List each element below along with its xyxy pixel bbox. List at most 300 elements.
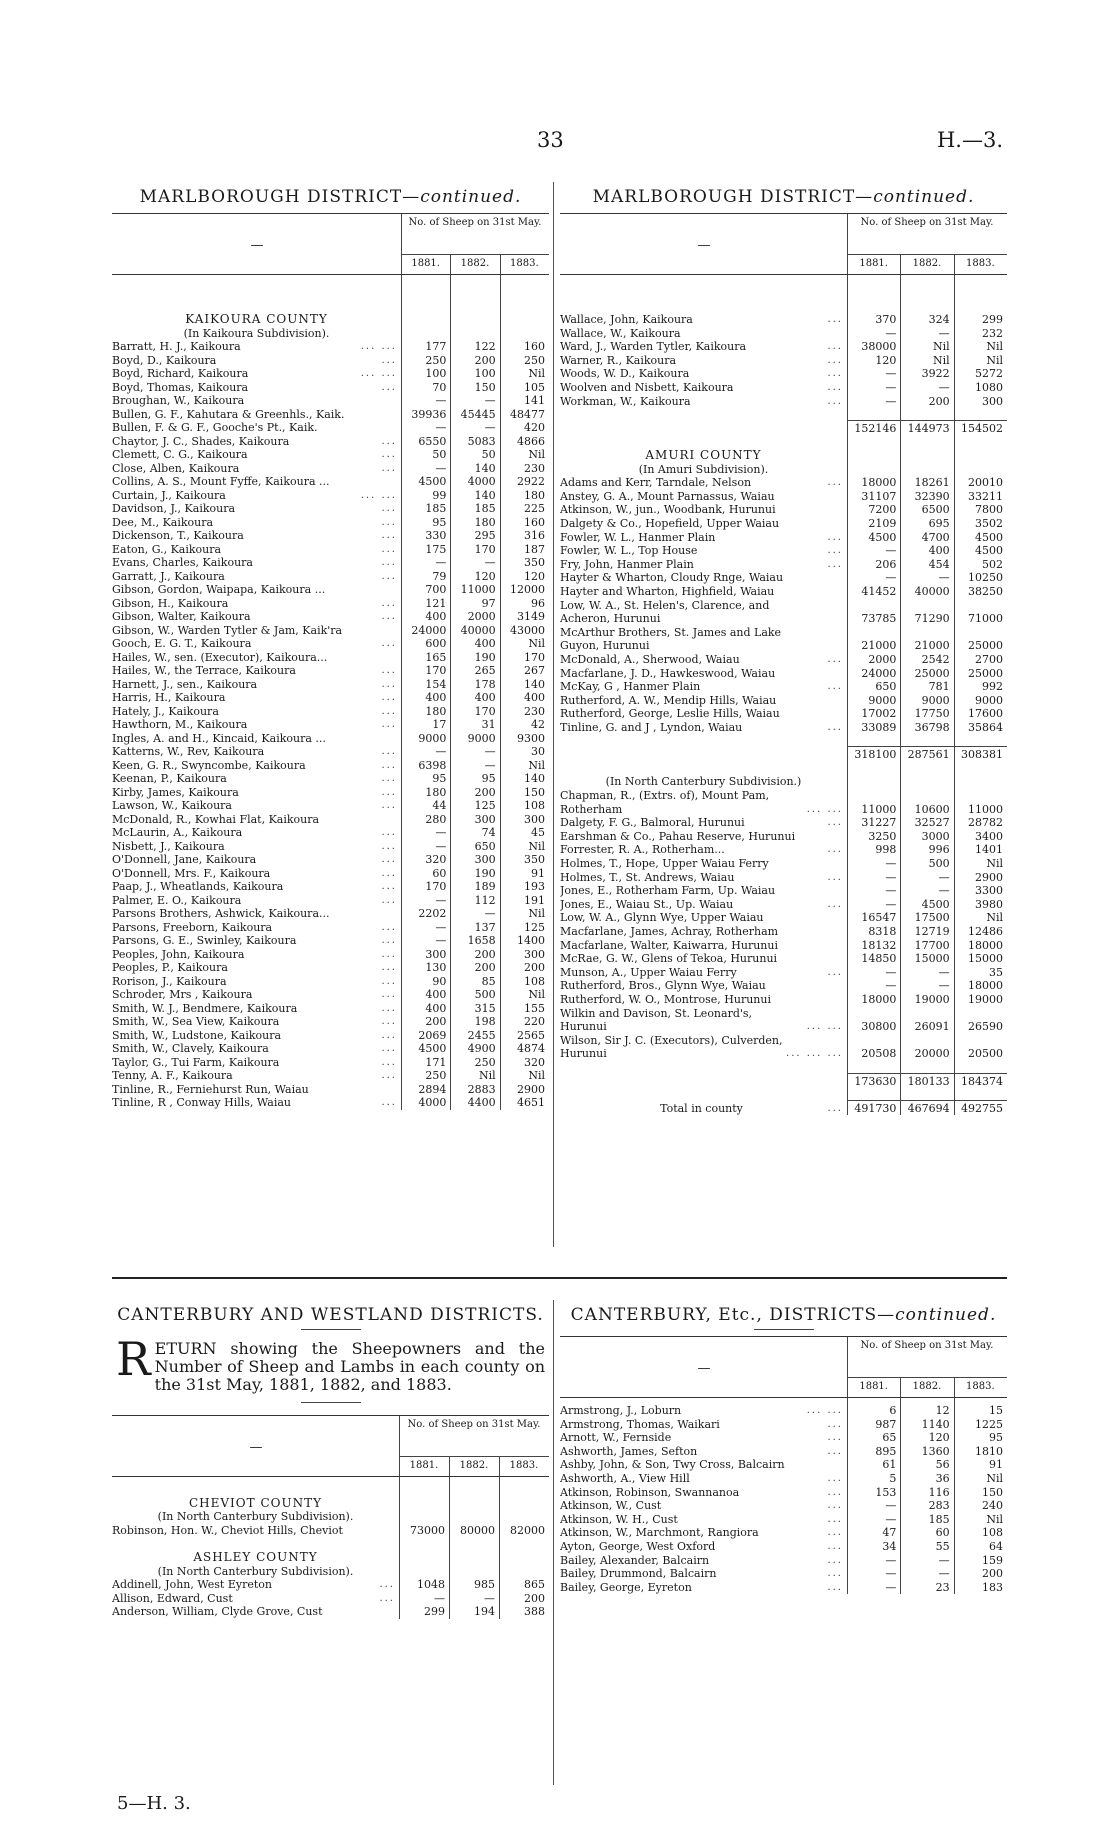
value-1883: 4866 bbox=[516, 434, 545, 448]
value-1883: 20010 bbox=[967, 476, 1003, 490]
leader-dots: ... bbox=[827, 382, 843, 393]
title-main: MARLBOROUGH DISTRICT— bbox=[592, 187, 874, 207]
value-1881: 17 bbox=[432, 718, 447, 731]
value-1882: 283 bbox=[928, 1499, 950, 1513]
section-title bbox=[560, 1305, 1007, 1325]
owner-name: Wallace, W., Kaikoura bbox=[560, 326, 681, 340]
value-1882: 15000 bbox=[914, 952, 950, 966]
value-1883: 25000 bbox=[967, 666, 1003, 680]
value-1883: 320 bbox=[523, 1055, 545, 1069]
owner-name: Schroder, Mrs , Kaikoura bbox=[112, 988, 253, 1001]
owner-name: Low, W. A., St. Helen's, Clarence, and bbox=[560, 598, 770, 612]
value-1881: 700 bbox=[425, 583, 447, 596]
table-row bbox=[560, 653, 1007, 666]
value-1881: 60 bbox=[432, 866, 447, 880]
value-1883: 300 bbox=[523, 947, 545, 961]
leader-dots: ... bbox=[827, 545, 843, 557]
value-1881: 400 bbox=[425, 988, 447, 1001]
table-row bbox=[112, 1042, 549, 1055]
table-row bbox=[560, 354, 1007, 367]
year-1881: 1881. bbox=[411, 258, 440, 269]
owner-name: Macfarlane, James, Achray, Rotherham bbox=[560, 925, 779, 938]
value-1881: 18000 bbox=[861, 476, 897, 490]
table-row bbox=[560, 558, 1007, 571]
owner-name: Atkinson, W., Marchmont, Rangiora bbox=[560, 1526, 759, 1540]
owner-name: Hayter & Wharton, Cloudy Rnge, Waiau bbox=[560, 571, 784, 585]
table-row bbox=[112, 651, 549, 664]
table-row bbox=[560, 381, 1007, 394]
value-1883: 193 bbox=[523, 880, 545, 893]
value-1881: 987 bbox=[875, 1417, 897, 1431]
county-heading bbox=[112, 1551, 549, 1564]
owner-name: Rotherham bbox=[560, 802, 623, 816]
table-row bbox=[560, 789, 1007, 802]
value-1882: 185 bbox=[474, 502, 496, 515]
value-1883: 64 bbox=[988, 1540, 1003, 1553]
value-1883: 2700 bbox=[974, 653, 1003, 666]
value-1881: 79 bbox=[432, 569, 447, 583]
leader-dots: ... bbox=[827, 654, 843, 665]
value-1881: 31227 bbox=[861, 816, 897, 830]
table-row bbox=[560, 476, 1007, 489]
leader-dots: ... bbox=[827, 1554, 843, 1566]
owner-name: Barratt, H. J., Kaikoura bbox=[112, 340, 241, 353]
owner-name: Gibson, Walter, Kaikoura bbox=[112, 610, 251, 623]
value-1882: 60 bbox=[935, 1526, 950, 1540]
value-1881: — bbox=[435, 394, 447, 407]
table-row bbox=[560, 979, 1007, 992]
owner-name: Allison, Edward, Cust bbox=[112, 1591, 233, 1605]
leader-dots: ... bbox=[381, 1070, 397, 1081]
value-1882: 180 bbox=[474, 515, 496, 529]
table-header bbox=[112, 1415, 549, 1477]
value-1882: 4000 bbox=[467, 475, 496, 488]
value-1881: 65 bbox=[882, 1431, 897, 1445]
owner-name: Parsons, G. E., Swinley, Kaikoura bbox=[112, 934, 297, 947]
table-row bbox=[560, 1486, 1007, 1499]
value-1882: 985 bbox=[474, 1578, 495, 1592]
value-1883: 9000 bbox=[974, 693, 1003, 707]
value-1883: Nil bbox=[986, 1472, 1003, 1485]
table-row bbox=[112, 732, 549, 745]
value-1882: 36798 bbox=[914, 721, 950, 734]
column-rule bbox=[954, 1398, 955, 1594]
leader-dots: ... bbox=[381, 935, 397, 946]
value-1882: 140 bbox=[474, 488, 496, 502]
leader-dots: ... bbox=[827, 1102, 843, 1114]
table-row bbox=[112, 597, 549, 610]
header-dash: — bbox=[697, 1361, 711, 1376]
value-1883: 230 bbox=[523, 461, 545, 475]
value-1881: 14850 bbox=[861, 952, 897, 966]
value-1882: — bbox=[484, 421, 496, 434]
table-row bbox=[112, 853, 549, 866]
owner-name: Acheron, Hurunui bbox=[560, 612, 661, 626]
value-1883: 2565 bbox=[516, 1028, 545, 1042]
table-row bbox=[560, 952, 1007, 965]
value-1883: 15000 bbox=[967, 952, 1003, 966]
value-1881: 38000 bbox=[861, 340, 897, 354]
table-row bbox=[560, 694, 1007, 707]
table-row bbox=[560, 571, 1007, 584]
value-1882: 45445 bbox=[460, 407, 496, 421]
leader-dots: ... bbox=[381, 948, 397, 960]
leader-dots: ... bbox=[381, 975, 397, 987]
value-1882: 180133 bbox=[907, 1074, 950, 1088]
value-1881: 30800 bbox=[861, 1020, 897, 1034]
value-1881: 18000 bbox=[861, 993, 897, 1006]
value-1883: 492755 bbox=[960, 1101, 1003, 1115]
value-1881: — bbox=[885, 571, 897, 585]
owner-name: Rutherford, George, Leslie Hills, Waiau bbox=[560, 707, 780, 721]
owner-name: Tenny, A. F., Kaikoura bbox=[112, 1069, 233, 1082]
owner-name: O'Donnell, Mrs. F., Kaikoura bbox=[112, 866, 271, 880]
value-1882: 198 bbox=[474, 1015, 496, 1028]
owner-name: Wilkin and Davison, St. Leonard's, bbox=[560, 1006, 753, 1020]
value-1881: — bbox=[435, 461, 447, 475]
table-row bbox=[112, 462, 549, 475]
value-1883: Nil bbox=[528, 907, 545, 920]
value-1881: 320 bbox=[425, 853, 447, 866]
value-1883: 48477 bbox=[509, 407, 545, 421]
column-rule bbox=[399, 1477, 400, 1619]
column-rule bbox=[900, 275, 901, 1115]
leader-dots: ... bbox=[381, 921, 397, 933]
value-1883: 15 bbox=[988, 1404, 1003, 1417]
value-1882: 200 bbox=[474, 785, 496, 799]
value-1883: 299 bbox=[981, 313, 1003, 326]
value-1883: 2922 bbox=[516, 475, 545, 488]
owner-name: Rutherford, Bros., Glynn Wye, Waiau bbox=[560, 979, 766, 993]
value-1882: 500 bbox=[928, 857, 950, 870]
table-row bbox=[112, 894, 549, 907]
value-1881: — bbox=[885, 1580, 897, 1594]
value-1883: 141 bbox=[523, 394, 545, 407]
header-years bbox=[112, 254, 549, 274]
value-1883: 12486 bbox=[967, 925, 1003, 938]
value-1883: 200 bbox=[523, 961, 545, 974]
leader-dots: ... bbox=[381, 435, 397, 447]
owner-name: Davidson, J., Kaikoura bbox=[112, 502, 236, 515]
table-row bbox=[560, 490, 1007, 503]
value-1881: 24000 bbox=[861, 666, 897, 680]
value-1883: 1080 bbox=[974, 381, 1003, 394]
value-1882: 4900 bbox=[467, 1042, 496, 1055]
table-row bbox=[560, 803, 1007, 816]
value-1882: 3000 bbox=[921, 829, 950, 843]
table-row bbox=[112, 421, 549, 434]
value-1882: — bbox=[484, 1591, 495, 1605]
value-1882: 315 bbox=[474, 1001, 496, 1015]
value-1881: 171 bbox=[425, 1055, 447, 1069]
value-1881: 650 bbox=[875, 680, 897, 694]
table-body bbox=[112, 1477, 549, 1619]
value-1883: 71000 bbox=[967, 612, 1003, 626]
value-1882: 40000 bbox=[460, 623, 496, 637]
table-row bbox=[560, 1499, 1007, 1512]
owner-name: Macfarlane, J. D., Hawkeswood, Waiau bbox=[560, 666, 776, 680]
value-1883: 96 bbox=[530, 596, 545, 610]
owner-name: Parsons Brothers, Ashwick, Kaikoura... bbox=[112, 907, 330, 920]
year-1883: 1883. bbox=[966, 258, 995, 269]
table-row bbox=[560, 1513, 1007, 1526]
table-row bbox=[560, 857, 1007, 870]
canterbury-left-section bbox=[112, 1305, 549, 1619]
value-1882: — bbox=[484, 556, 496, 569]
value-1882: 140 bbox=[474, 461, 496, 475]
value-1881: 154 bbox=[425, 677, 447, 691]
owner-name: Eaton, G., Kaikoura bbox=[112, 542, 222, 556]
value-1882: 4400 bbox=[467, 1096, 496, 1109]
value-1883: 230 bbox=[523, 704, 545, 718]
title-continued: continued. bbox=[895, 1305, 997, 1325]
owner-name: Bailey, Alexander, Balcairn bbox=[560, 1553, 710, 1567]
value-1882: — bbox=[938, 979, 950, 993]
owner-name: Anderson, William, Clyde Grove, Cust bbox=[112, 1605, 323, 1619]
owner-name: Taylor, G., Tui Farm, Kaikoura bbox=[112, 1055, 280, 1069]
value-1882: 26091 bbox=[914, 1020, 950, 1034]
value-1882: Nil bbox=[932, 353, 950, 367]
owner-name: Dalgety, F. G., Balmoral, Hurunui bbox=[560, 816, 745, 830]
county-heading bbox=[112, 313, 549, 326]
value-1882: — bbox=[938, 1553, 950, 1567]
leader-dots: ... bbox=[381, 503, 397, 514]
table-row bbox=[560, 1418, 1007, 1431]
leader-dots: ... bbox=[827, 1445, 843, 1457]
value-1883: 240 bbox=[981, 1499, 1003, 1513]
return-description bbox=[112, 1332, 549, 1394]
value-1883: 43000 bbox=[509, 623, 545, 637]
value-1882: 189 bbox=[474, 880, 496, 893]
table-row bbox=[560, 816, 1007, 829]
leader-dots: ... bbox=[827, 314, 843, 325]
leader-dots: ... bbox=[381, 786, 397, 798]
heading-text: KAIKOURA COUNTY bbox=[185, 313, 328, 326]
value-1881: 299 bbox=[424, 1605, 445, 1619]
value-1882: 122 bbox=[474, 340, 496, 353]
value-1883: Nil bbox=[986, 911, 1003, 925]
value-1881: 6 bbox=[889, 1404, 897, 1417]
table-row bbox=[560, 313, 1007, 326]
value-1882: 194 bbox=[474, 1605, 495, 1619]
column-divider-top bbox=[553, 182, 554, 1247]
value-1881: — bbox=[435, 839, 447, 853]
owner-name: Hayter and Wharton, Highfield, Waiau bbox=[560, 585, 775, 598]
table-row bbox=[560, 1472, 1007, 1485]
value-1881: 400 bbox=[425, 691, 447, 704]
owner-name: Woods, W. D., Kaikoura bbox=[560, 367, 690, 381]
leader-dots: ... bbox=[827, 395, 843, 407]
value-1882: — bbox=[938, 571, 950, 585]
header-years bbox=[560, 1377, 1007, 1397]
owner-name: Total in county bbox=[660, 1101, 743, 1115]
total-rule bbox=[847, 1100, 1007, 1101]
year-1882: 1882. bbox=[460, 258, 490, 269]
table-row bbox=[560, 871, 1007, 884]
leader-dots: ... bbox=[827, 817, 843, 829]
value-1882: 295 bbox=[474, 529, 496, 542]
value-1881: 491730 bbox=[854, 1101, 897, 1115]
value-1882: 112 bbox=[474, 893, 496, 907]
value-1883: 155 bbox=[523, 1001, 545, 1015]
table-row bbox=[112, 961, 549, 974]
value-1883: 140 bbox=[523, 772, 545, 785]
header-dash: — bbox=[250, 238, 264, 253]
owner-name: Forrester, R. A., Rotherham... bbox=[560, 843, 725, 857]
table-row bbox=[112, 489, 549, 502]
column-rule bbox=[847, 275, 848, 1115]
owner-name: Workman, W., Kaikoura bbox=[560, 394, 691, 408]
table-row bbox=[560, 1431, 1007, 1444]
value-1882: 125 bbox=[474, 799, 496, 812]
value-1881: — bbox=[885, 394, 897, 408]
header-rule bbox=[499, 1456, 500, 1476]
value-1883: 3400 bbox=[974, 829, 1003, 843]
owner-name: Ashworth, James, Sefton bbox=[560, 1444, 698, 1458]
value-1882: 120 bbox=[474, 569, 496, 583]
table-row bbox=[560, 327, 1007, 340]
value-1882: 250 bbox=[474, 1055, 496, 1069]
value-1883: 225 bbox=[523, 502, 545, 515]
leader-dots: ... bbox=[827, 898, 843, 910]
table-header bbox=[112, 213, 549, 275]
leader-dots: ... bbox=[381, 597, 397, 609]
footer-reference: 5—H. 3. bbox=[117, 1793, 191, 1814]
table-row bbox=[112, 529, 549, 542]
value-1882: 120 bbox=[928, 1431, 950, 1445]
value-1881: 895 bbox=[875, 1444, 897, 1458]
leader-dots: ... bbox=[381, 827, 397, 838]
value-1882: 170 bbox=[474, 542, 496, 556]
owner-name: McArthur Brothers, St. James and Lake bbox=[560, 625, 782, 639]
value-1882: 324 bbox=[928, 313, 950, 326]
owner-name: Ashby, John, & Son, Twy Cross, Balcairn bbox=[560, 1458, 785, 1472]
value-1883: Nil bbox=[986, 1512, 1003, 1526]
table-row bbox=[560, 1540, 1007, 1553]
table-row bbox=[112, 543, 549, 556]
table-row bbox=[560, 1007, 1007, 1020]
heading-text: (In Kaikoura Subdivision). bbox=[183, 326, 330, 340]
year-1883: 1883. bbox=[509, 1460, 539, 1471]
value-1882: 116 bbox=[928, 1485, 950, 1499]
value-1882: 100 bbox=[474, 367, 496, 380]
table-row bbox=[560, 843, 1007, 856]
table-row bbox=[112, 880, 549, 893]
value-1881: 200 bbox=[425, 1015, 447, 1028]
leader-dots: ... bbox=[381, 746, 397, 757]
owner-name: Armstrong, Thomas, Waikari bbox=[560, 1417, 720, 1431]
year-1882: 1882. bbox=[912, 258, 942, 269]
leader-dots: ... bbox=[381, 894, 397, 906]
owner-name: Gibson, Gordon, Waipapa, Kaikoura ... bbox=[112, 583, 326, 596]
subtotal-row bbox=[560, 748, 1007, 761]
owner-name: Gibson, H., Kaikoura bbox=[112, 596, 229, 610]
value-1883: 350 bbox=[523, 853, 545, 866]
value-1881: 24000 bbox=[411, 623, 447, 637]
value-1881: 21000 bbox=[861, 639, 897, 653]
title-continued: continued. bbox=[420, 187, 522, 207]
table-row bbox=[112, 799, 549, 812]
value-1881: — bbox=[885, 965, 897, 979]
owner-name: Jones, E., Waiau St., Up. Waiau bbox=[560, 897, 734, 911]
owner-name: Dalgety & Co., Hopefield, Upper Waiau bbox=[560, 517, 780, 530]
value-1881: 50 bbox=[432, 448, 447, 461]
owner-name: Smith, W., Sea View, Kaikoura bbox=[112, 1015, 280, 1028]
table-row bbox=[112, 475, 549, 488]
value-1883: 35 bbox=[988, 965, 1003, 979]
value-1882: 17700 bbox=[914, 938, 950, 952]
value-1883: 82000 bbox=[510, 1523, 545, 1537]
value-1881: 41452 bbox=[861, 585, 897, 598]
value-1882: 9000 bbox=[467, 731, 496, 745]
value-1881: 11000 bbox=[861, 802, 897, 816]
value-1881: 8318 bbox=[868, 925, 897, 938]
value-1882: 55 bbox=[935, 1540, 950, 1553]
value-1883: 35864 bbox=[967, 721, 1003, 734]
value-1882: 32527 bbox=[914, 816, 950, 830]
owner-name: O'Donnell, Jane, Kaikoura bbox=[112, 853, 257, 866]
table-row bbox=[112, 826, 549, 839]
value-1881: — bbox=[885, 884, 897, 898]
section-title bbox=[560, 187, 1007, 207]
value-1883: 108 bbox=[523, 799, 545, 812]
value-1882: 996 bbox=[928, 843, 950, 857]
table-row bbox=[560, 639, 1007, 652]
value-1881: 180 bbox=[425, 704, 447, 718]
value-1882: — bbox=[938, 884, 950, 898]
owner-name: Bullen, F. & G. F., Gooche's Pt., Kaik. bbox=[112, 421, 318, 434]
value-1882: — bbox=[938, 1567, 950, 1581]
value-1882: 200 bbox=[474, 353, 496, 367]
table-body bbox=[560, 1398, 1007, 1594]
header-rule bbox=[954, 254, 955, 274]
owner-name: Atkinson, W., Cust bbox=[560, 1499, 662, 1513]
section-rule bbox=[112, 1277, 1007, 1279]
value-1882: 31 bbox=[481, 718, 496, 731]
value-1883: 33211 bbox=[967, 489, 1003, 503]
year-1881: 1881. bbox=[859, 258, 888, 269]
county-heading bbox=[112, 1497, 549, 1510]
value-1882: 170 bbox=[474, 704, 496, 718]
table-row bbox=[112, 516, 549, 529]
value-1881: — bbox=[885, 897, 897, 911]
leader-dots: ... bbox=[827, 341, 843, 353]
value-1883: 388 bbox=[524, 1605, 545, 1619]
value-1881: 120 bbox=[875, 353, 897, 367]
owner-name: Evans, Charles, Kaikoura bbox=[112, 556, 253, 569]
header-dash: — bbox=[249, 1440, 263, 1455]
leader-dots: ... bbox=[381, 611, 397, 622]
column-rule bbox=[500, 275, 501, 1110]
value-1881: 39936 bbox=[411, 407, 447, 421]
subdivision-heading bbox=[560, 775, 1007, 788]
value-1881: 2202 bbox=[418, 907, 447, 920]
leader-dots: ... bbox=[827, 354, 843, 366]
page-number: 33 bbox=[537, 128, 564, 152]
value-1882: 56 bbox=[935, 1458, 950, 1472]
value-1882: — bbox=[484, 394, 496, 407]
leader-dots: ... bbox=[381, 1016, 397, 1027]
leader-dots: ... bbox=[381, 1002, 397, 1014]
value-1883: 140 bbox=[523, 677, 545, 691]
table-row bbox=[560, 925, 1007, 938]
owner-name: Harris, H., Kaikoura bbox=[112, 691, 226, 704]
owner-name: Keenan, P., Kaikoura bbox=[112, 772, 227, 785]
owner-name: Low, W. A., Glynn Wye, Upper Waiau bbox=[560, 911, 764, 925]
owner-name: Palmer, E. O., Kaikoura bbox=[112, 893, 242, 907]
value-1883: 865 bbox=[524, 1578, 545, 1592]
table-row bbox=[112, 1605, 549, 1618]
